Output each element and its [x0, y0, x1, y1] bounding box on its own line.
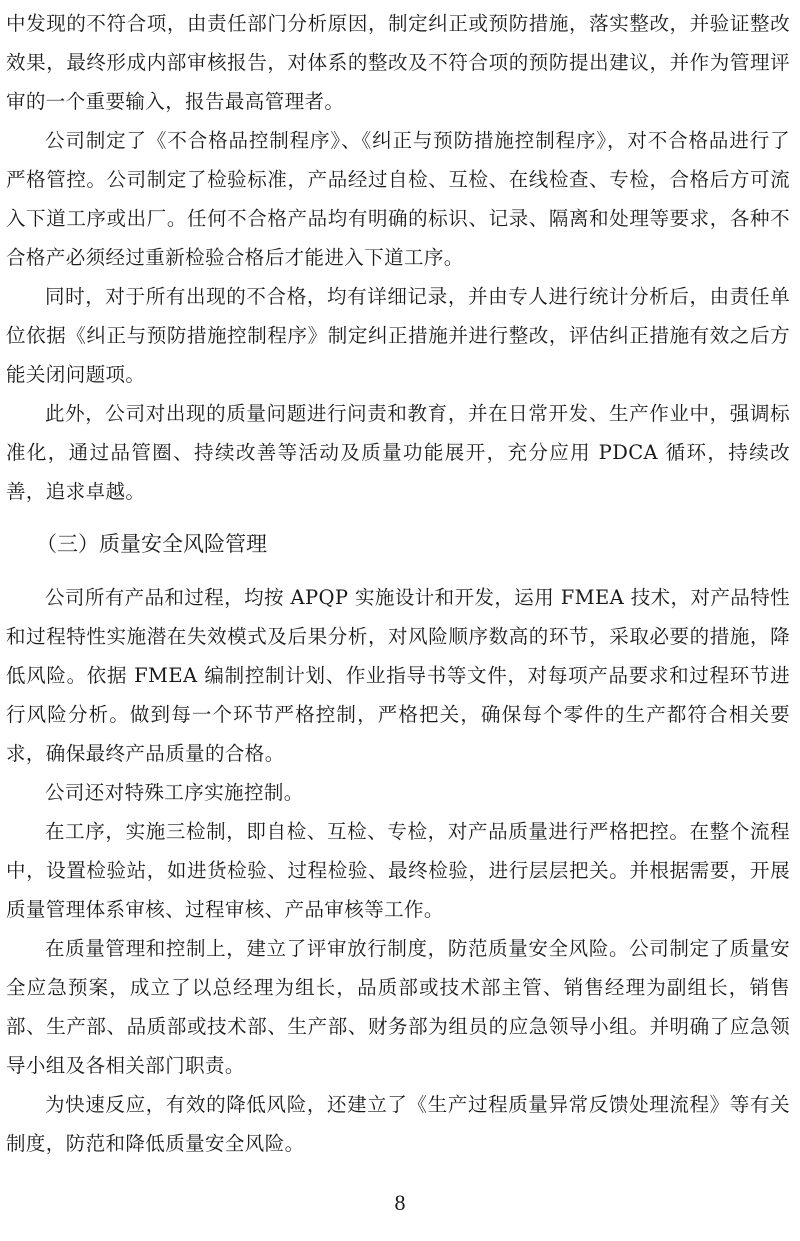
paragraph: 在质量管理和控制上，建立了评审放行制度，防范质量安全风险。公司制定了质量安全应急预案，成立了以总经理为组长，品质部或技术部主管、销售经理为副组长，销售部、生产部、品质部或技术部、生产部、财务部为组员的应急领导小组。并明确了应急领导小组及各相关部门职责。 [6, 937, 790, 1077]
page-number: 8 [394, 1190, 406, 1215]
paragraph: 公司制定了《不合格品控制程序》、《纠正与预防措施控制程序》，对不合格品进行了严格管控。公司制定了检验标准，产品经过自检、互检、在线检查、专检，合格后方可流入下道工序或出厂。任何不合格产品均有明确的标识、记录、隔离和处理等要求，各种不合格产必须经过重新检验合格后才能进入下道工序。 [6, 129, 790, 269]
paragraph: 同时，对于所有出现的不合格，均有详细记录，并由专人进行统计分析后，由责任单位依据《纠正与预防措施控制程序》制定纠正措施并进行整改，评估纠正措施有效之后方能关闭问题项。 [6, 285, 790, 386]
body-text-lower [6, 578, 790, 1163]
section-heading: （三）质量安全风险管理 [36, 532, 267, 556]
paragraph: 此外，公司对出现的质量问题进行问责和教育，并在日常开发、生产作业中，强调标准化，通过品管圈、持续改善等活动及质量功能展开，充分应用 PDCA 循环，持续改善，追求卓越。 [6, 402, 790, 503]
paragraph: 在工序，实施三检制，即自检、互检、专检，对产品质量进行严格把控。在整个流程中，设置检验站，如进货检验、过程检验、最终检验，进行层层把关。并根据需要，开展质量管理体系审核、过程审核、产品审核等工作。 [6, 820, 790, 921]
paragraph: 公司所有产品和过程，均按 APQP 实施设计和开发，运用 FMEA 技术，对产品特性和过程特性实施潜在失效模式及后果分析，对风险顺序数高的环节，采取必要的措施，降低风险。依据 FMEA 编制控制计划、作业指导书等文件，对每项产品要求和过程环节进行风险分析。做到每一个环节严格控制，严格把关，确保每个零件的生产都符合相关要求，确保最终产品质量的合格。 [6, 586, 790, 765]
body-text-upper [6, 4, 790, 511]
paragraph: 公司还对特殊工序实施控制。 [45, 781, 304, 804]
paragraph: 为快速反应，有效的降低风险，还建立了《生产过程质量异常反馈处理流程》等有关制度，防范和降低质量安全风险。 [6, 1093, 790, 1155]
paragraph: 中发现的不符合项，由责任部门分析原因，制定纠正或预防措施，落实整改，并验证整改效果，最终形成内部审核报告，对体系的整改及不符合项的预防提出建议，并作为管理评审的一个重要输入，报告最高管理者。 [6, 12, 790, 113]
